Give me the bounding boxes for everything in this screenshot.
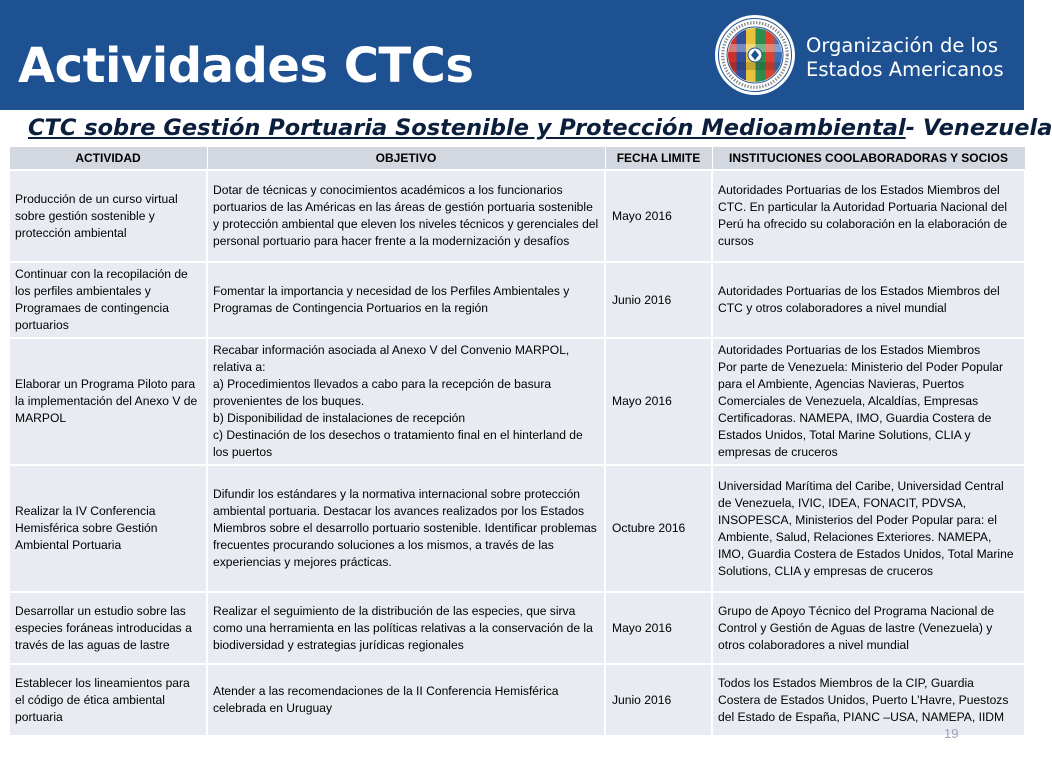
cell-instituciones: Autoridades Portuarias de los Estados Miembros del CTC y otros colaboradores a nivel mundial [712,262,1025,338]
table-row [9,592,1025,664]
table-row [9,338,1025,465]
table-row [9,465,1025,592]
column-header-fecha-limite: FECHA LIMITE [605,147,712,171]
cell-objetivo: Atender a las recomendaciones de la II Conferencia Hemisférica celebrada en Uruguay [207,664,605,736]
page-number: 19 [944,726,959,741]
activities-table [8,146,1026,737]
cell-instituciones: Autoridades Portuarias de los Estados Miembros Por parte de Venezuela: Ministerio del Poder Popular para el Ambiente, Agencias Navieras, Puertos Comerciales de Venezuela, Alcaldías, Empresas Certificadoras. NAMEPA, IMO, Guardia Costera de Estados Unidos, Total Marine Solutions, CLIA y empresas de cruceros [712,338,1025,465]
cell-instituciones: Grupo de Apoyo Técnico del Programa Nacional de Control y Gestión de Aguas de lastre (Venezuela) y otros colaboradores a nivel mundial [712,592,1025,664]
cell-objetivo: Realizar el seguimiento de la distribución de las especies, que sirva como una herramienta en las políticas relativas a la conservación de la biodiversidad y estrategias jurídicas regionales [207,592,605,664]
slide-subtitle [28,112,1052,144]
cell-objetivo: Recabar información asociada al Anexo V del Convenio MARPOL, relativa a: a) Procedimientos llevados a cabo para la recepción de basura provenientes de los buques. b) Disponibilidad de instalaciones de recepción c) Destinación de los desechos o tratamiento final en el hinterland de los puertos [207,338,605,465]
subtitle-country: - Venezuela [905,115,1052,141]
column-header-actividad: ACTIVIDAD [9,147,207,171]
cell-fecha-limite: Junio 2016 [605,664,712,736]
cell-actividad: Desarrollar un estudio sobre las especies foráneas introducidas a través de las aguas de lastre [9,592,207,664]
table-header-row [9,147,1025,171]
table-row [9,664,1025,736]
column-header-objetivo: OBJETIVO [207,147,605,171]
cell-fecha-limite: Octubre 2016 [605,465,712,592]
cell-actividad: Realizar la IV Conferencia Hemisférica sobre Gestión Ambiental Portuaria [9,465,207,592]
oas-seal-logo [714,14,796,96]
cell-objetivo: Dotar de técnicas y conocimientos académicos a los funcionarios portuarios de las Américas en las áreas de gestión portuaria sostenible y protección ambiental que eleven los niveles técnicos y gerenciales del personal portuario para hacer frente a la modernización y desafíos [207,170,605,262]
cell-fecha-limite: Mayo 2016 [605,592,712,664]
cell-objetivo: Difundir los estándares y la normativa internacional sobre protección ambiental portuaria. Destacar los avances realizados por los Estados Miembros sobre el desarrollo portuario sostenible. Identificar problemas frecuentes procurando soluciones a los mismos, a través de las experiencias y mejores prácticas. [207,465,605,592]
org-name-line-2: Estados Americanos [806,58,1004,81]
organization-name [806,34,1004,82]
subtitle-ctc-name: CTC sobre Gestión Portuaria Sostenible y Protección Medioambiental [28,115,906,141]
column-header-instituciones: INSTITUCIONES COOLABORADORAS Y SOCIOS [712,147,1025,171]
cell-instituciones: Universidad Marítima del Caribe, Universidad Central de Venezuela, IVIC, IDEA, FONACIT, PDVSA, INSOPESCA, Ministerios del Poder Popular para: el Ambiente, Salud, Relaciones Exteriores. NAMEPA, IMO, Guardia Costera de Estados Unidos, Total Marine Solutions, CLIA y empresas de cruceros [712,465,1025,592]
cell-fecha-limite: Junio 2016 [605,262,712,338]
table-row [9,170,1025,262]
cell-objetivo: Fomentar la importancia y necesidad de los Perfiles Ambientales y Programas de Contingencia Portuarios en la región [207,262,605,338]
cell-actividad: Elaborar un Programa Piloto para la implementación del Anexo V de MARPOL [9,338,207,465]
title-banner [0,0,1024,110]
cell-actividad: Establecer los lineamientos para el código de ética ambiental portuaria [9,664,207,736]
org-name-line-1: Organización de los [806,34,999,57]
cell-actividad: Producción de un curso virtual sobre gestión sostenible y protección ambiental [9,170,207,262]
slide-title: Actividades CTCs [18,38,474,94]
cell-actividad: Continuar con la recopilación de los perfiles ambientales y Programaes de contingencia portuarios [9,262,207,338]
table-row [9,262,1025,338]
cell-fecha-limite: Mayo 2016 [605,338,712,465]
cell-fecha-limite: Mayo 2016 [605,170,712,262]
cell-instituciones: Autoridades Portuarias de los Estados Miembros del CTC. En particular la Autoridad Portuaria Nacional del Perú ha ofrecido su colaboración en la elaboración de cursos [712,170,1025,262]
cell-instituciones: Todos los Estados Miembros de la CIP, Guardia Costera de Estados Unidos, Puerto L’Havre, Puestozs del Estado de España, PIANC –USA, NAMEPA, IIDM [712,664,1025,736]
